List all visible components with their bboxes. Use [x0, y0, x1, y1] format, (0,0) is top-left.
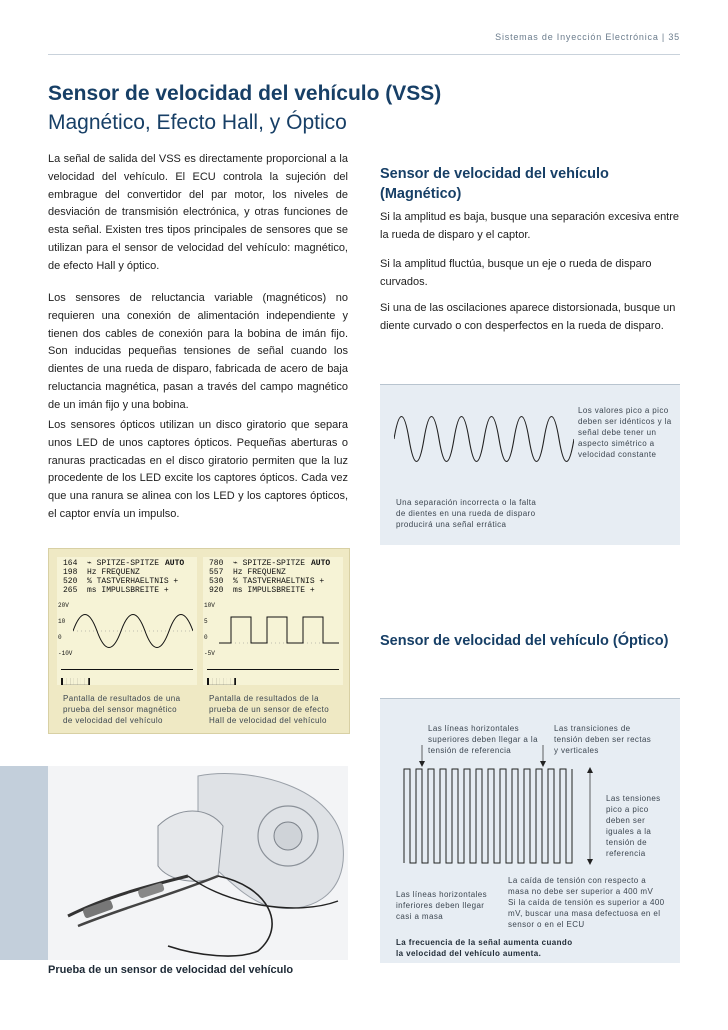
page-subtitle: Magnético, Efecto Hall, y Óptico — [48, 111, 347, 134]
y-tick-3: 0 — [58, 634, 62, 641]
y-tick-bottom: -10V — [58, 650, 73, 657]
scope-screens-panel — [48, 548, 350, 734]
magnetic-waveform-panel — [380, 384, 680, 545]
y-tick-3: 0 — [204, 634, 208, 641]
sensor-test-photo — [48, 766, 348, 960]
ground-fault-note: Si la caída de tensión es superior a 400 mV, buscar una masa defectuosa en el sensor o en el ECU — [508, 898, 665, 929]
optical-paragraph: Los sensores ópticos utilizan un disco giratorio que separa unos LED de unos captores ópticos. Pequeñas aberturas o ranuras practicadas en el disco giratorio permiten que la luz procedente de los LED excite los captores ópticos. Cada vez que una ranura se alinea con los LED y los captores ópticos, el captor envía un impulso. — [48, 419, 348, 520]
magnetic-heading: Sensor de velocidad del vehículo (Magnético) — [380, 166, 609, 202]
magnetic-scope-trace — [73, 603, 193, 659]
screen-reading-3: 530 % TASTVERHAELTNIS + — [209, 577, 325, 586]
photo-side-band — [0, 766, 48, 960]
intro-paragraph: La señal de salida del VSS es directamente proporcional a la velocidad del vehículo. El ECU controla la sujeción del embrague del convertidor del par motor, los niveles de desviación de transmisión electrónica, y otras funciones de esta señal. Existen tres tipos principales de sensores que se utilizan para el sensor de velocidad del vehículo: magnético, de efecto Hall y óptico. — [48, 153, 348, 272]
screen-reading-1: 780 ⌁ SPITZE-SPITZE — [209, 559, 306, 568]
y-tick-2: 5 — [204, 618, 208, 625]
sine-trace — [394, 417, 574, 462]
optical-waveform-panel — [380, 698, 680, 963]
magnetic-tip-3: Si una de las oscilaciones aparece distorsionada, busque un diente curvado o con desperfectos en la rueda de disparo. — [380, 302, 676, 332]
screen-reading-4: 920 ms IMPULSBREITE + — [209, 586, 315, 595]
screen-mode: AUTO — [165, 559, 185, 568]
magnetic-tip-1: Si la amplitud es baja, busque una separación excesiva entre la rueda de disparo y el captor. — [380, 211, 680, 241]
transitions-note: Las transiciones de tensión deben ser rectas y verticales — [554, 724, 652, 755]
voltage-drop-note: La caída de tensión con respecto a masa no debe ser superior a 400 mV — [508, 876, 654, 896]
optical-heading: Sensor de velocidad del vehículo (Óptico) — [380, 633, 669, 649]
top-lines-note: Las líneas horizontales superiores deben llegar a la tensión de referencia — [428, 724, 538, 755]
screen-reading-2: 557 Hz FREQUENZ — [209, 568, 286, 577]
screen-reading-2: 198 Hz FREQUENZ — [63, 568, 140, 577]
page-title: Sensor de velocidad del vehículo (VSS) — [48, 82, 442, 105]
magnetic-paragraph: Los sensores de reluctancia variable (magnéticos) no requieren una conexión de alimentación independiente y tienen dos cables de conexión para la bobina de imán fijo. Son inducidas pequeñas tensiones de señal cuando los dientes de una rueda de disparo, fabricada de acero de baja reluctancia magnética, pasan a través del campo magnético de un imán fijo y una bobina. — [48, 292, 348, 411]
y-tick-top: 20V — [58, 602, 69, 609]
magnetic-sine-waveform — [394, 399, 574, 479]
square-trace — [404, 769, 572, 863]
header-divider — [48, 54, 680, 55]
page-header: Sistemas de Inyección Electrónica | 35 — [495, 32, 680, 42]
menu-bar-block: ███████ — [63, 678, 89, 685]
sensor-photo-illustration — [48, 766, 348, 960]
screen-reading-1: 164 ⌁ SPITZE-SPITZE — [63, 559, 160, 568]
frequency-note: La frecuencia de la señal aumenta cuando la velocidad del vehículo aumenta. — [396, 938, 573, 958]
bottom-lines-note: Las líneas horizontales inferiores deben llegar casi a masa — [396, 890, 488, 921]
photo-caption: Prueba de un sensor de velocidad del vehículo — [48, 964, 294, 976]
peak-to-peak-note: Las tensiones pico a pico deben ser iguales a la tensión de referencia — [606, 794, 661, 858]
y-tick-top: 10V — [204, 602, 215, 609]
hall-scope-trace — [219, 603, 339, 659]
peak-note: Los valores pico a pico deben ser idénticos y la señal debe tener un aspecto simétrico a velocidad constante — [578, 406, 672, 459]
magnetic-screen-caption: Pantalla de resultados de una prueba del sensor magnético de velocidad del vehículo — [63, 694, 181, 725]
screen-reading-4: 265 ms IMPULSBREITE + — [63, 586, 169, 595]
hall-screen-caption: Pantalla de resultados de la prueba de un sensor de efecto Hall de velocidad del vehículo — [209, 694, 330, 725]
screen-footer — [61, 669, 193, 685]
menu-bar-block: ███████ — [209, 678, 235, 685]
screen-mode: AUTO — [311, 559, 331, 568]
screen-footer — [207, 669, 339, 685]
magnetic-scope-screen — [57, 557, 197, 685]
hall-scope-screen — [203, 557, 343, 685]
y-tick-bottom: -5V — [204, 650, 215, 657]
y-tick-2: 10 — [58, 618, 66, 625]
magnetic-tip-2: Si la amplitud fluctúa, busque un eje o rueda de disparo curvados. — [380, 258, 652, 288]
screen-reading-3: 520 % TASTVERHAELTNIS + — [63, 577, 179, 586]
gap-note: Una separación incorrecta o la falta de dientes en una rueda de disparo producirá una señal errática — [396, 498, 537, 529]
